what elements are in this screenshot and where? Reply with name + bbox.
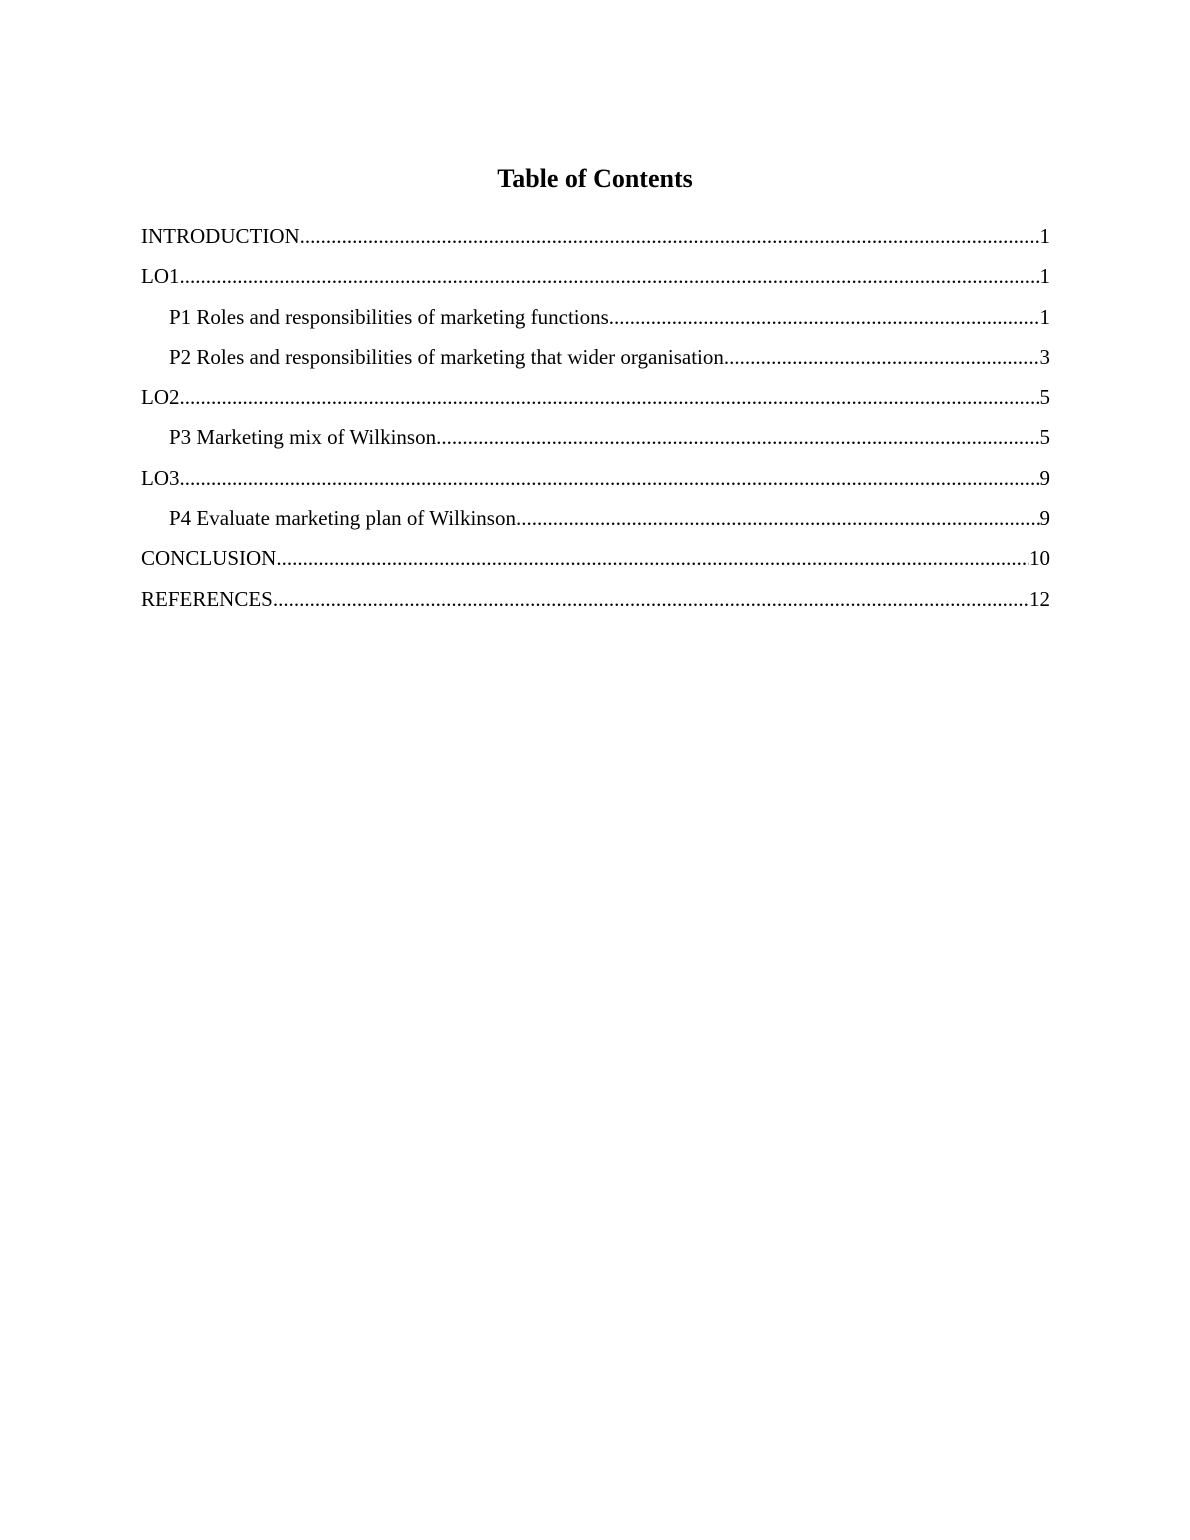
toc-entry-p2[interactable]: [141, 341, 1050, 381]
toc-dot-leader: [276, 542, 1029, 574]
toc-entry-label: LO1: [141, 264, 180, 289]
toc-dot-leader: [516, 502, 1040, 534]
toc-page-number: 1: [1039, 224, 1050, 248]
toc-page-number: 12: [1029, 586, 1050, 611]
toc-list: [141, 220, 1050, 623]
toc-dot-leader: [180, 462, 1040, 494]
toc-entry-lo3[interactable]: [141, 462, 1050, 502]
toc-entry-label: REFERENCES: [141, 586, 273, 611]
toc-dot-leader: [180, 260, 1040, 292]
toc-page-number: 1: [1039, 264, 1050, 289]
toc-page-number: 9: [1039, 465, 1050, 490]
toc-page-number: 9: [1039, 506, 1050, 531]
toc-page-number: 10: [1029, 546, 1050, 571]
toc-dot-leader: [300, 220, 1040, 252]
toc-page-number: 3: [1039, 344, 1050, 369]
toc-entry-label: INTRODUCTION: [141, 224, 300, 248]
toc-page-number: 5: [1039, 425, 1050, 450]
toc-page-number: 5: [1039, 385, 1050, 410]
toc-entry-conclusion[interactable]: [141, 542, 1050, 582]
toc-entry-label: P2 Roles and responsibilities of marketing that wider organisation: [169, 344, 724, 369]
toc-entry-label: LO2: [141, 385, 180, 410]
toc-entry-p4[interactable]: [141, 502, 1050, 542]
toc-entry-label: CONCLUSION: [141, 546, 277, 571]
toc-title: Table of Contents: [497, 164, 693, 193]
toc-entry-p3[interactable]: [141, 421, 1050, 461]
toc-dot-leader: [724, 341, 1040, 373]
toc-entry-lo2[interactable]: [141, 381, 1050, 421]
toc-dot-leader: [273, 583, 1029, 615]
toc-entry-references[interactable]: [141, 583, 1050, 623]
toc-page-number: 1: [1039, 304, 1050, 329]
toc-entry-p1[interactable]: [141, 301, 1050, 341]
toc-entry-label: P4 Evaluate marketing plan of Wilkinson: [169, 506, 516, 531]
toc-dot-leader: [436, 421, 1039, 453]
toc-entry-label: LO3: [141, 465, 180, 490]
toc-entry-lo1[interactable]: [141, 260, 1050, 300]
toc-dot-leader: [180, 381, 1040, 413]
toc-dot-leader: [609, 301, 1040, 333]
toc-entry-label: P3 Marketing mix of Wilkinson: [169, 425, 437, 450]
toc-entry-introduction[interactable]: [141, 220, 1050, 260]
toc-entry-label: P1 Roles and responsibilities of marketing functions: [169, 304, 609, 329]
